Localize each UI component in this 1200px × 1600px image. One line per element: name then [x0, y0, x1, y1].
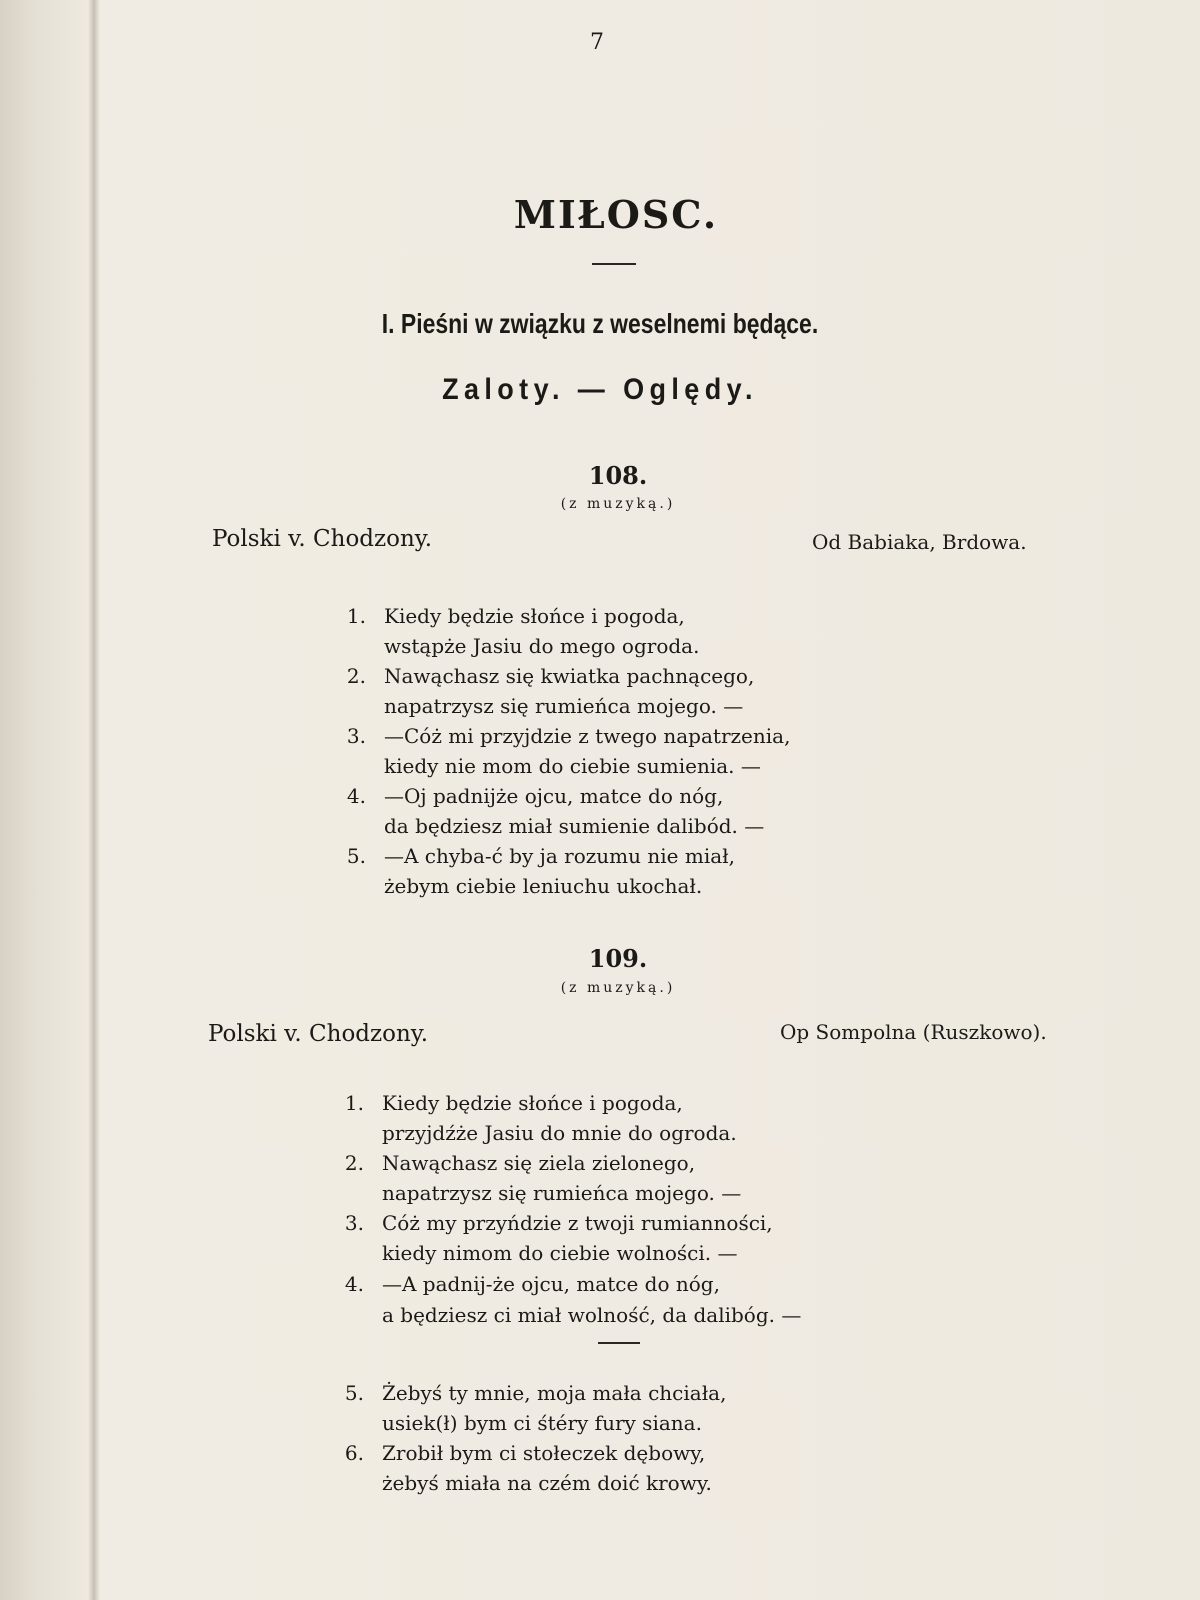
verse-number: 4. — [346, 784, 366, 808]
chapter-title: MIŁOSC. — [513, 192, 719, 237]
music-note: (z muzyką.) — [560, 496, 676, 512]
verse-line: kiedy nimom do ciebie wolności. — — [382, 1241, 738, 1265]
verse-number: 3. — [344, 1211, 364, 1235]
verse-number: 4. — [344, 1272, 364, 1296]
verse-line: żebym ciebie leniuchu ukochał. — [384, 874, 703, 898]
book-gutter — [88, 0, 100, 1600]
verse-line: wstąpże Jasiu do mego ogroda. — [384, 634, 700, 658]
music-note: (z muzyką.) — [560, 980, 676, 996]
subheading: Zaloty. — Oględy. — [442, 373, 758, 406]
song-number: 108. — [588, 461, 648, 490]
verse-number: 3. — [346, 724, 366, 748]
verse-line: Nawąchasz się ziela zielonego, — [382, 1151, 696, 1175]
verse-number: 1. — [346, 604, 366, 628]
verse-line: —Oj padnijże ojcu, matce do nóg, — [384, 784, 724, 808]
song-source: Od Babiaka, Brdowa. — [812, 530, 1027, 554]
verse-line: da będziesz miał sumienie dalibód. — — [384, 814, 765, 838]
verse-number: 1. — [344, 1091, 364, 1115]
verse-number: 5. — [344, 1381, 364, 1405]
section-heading: I. Pieśni w związku z weselnemi będące. — [381, 308, 819, 339]
verse-line: Kiedy będzie słońce i pogoda, — [384, 604, 685, 628]
verse-line: usiek(ł) bym ci śtéry fury siana. — [382, 1411, 702, 1435]
verse-line: Zrobił bym ci stołeczek dębowy, — [382, 1441, 706, 1465]
verse-line: żebyś miała na czém doić krowy. — [382, 1471, 712, 1495]
page-number: 7 — [590, 30, 604, 55]
verse-line: Kiedy będzie słońce i pogoda, — [382, 1091, 683, 1115]
verse-line: —Cóż mi przyjdzie z twego napatrzenia, — [384, 724, 791, 748]
song-source: Op Sompolna (Ruszkowo). — [780, 1020, 1047, 1044]
verse-line: a będziesz ci miał wolność, da dalibóg. — — [382, 1303, 802, 1327]
verse-number: 6. — [344, 1441, 364, 1465]
verse-line: —A chyba-ć by ja rozumu nie miał, — [384, 844, 735, 868]
verse-line: Żebyś ty mnie, moja mała chciała, — [382, 1381, 727, 1405]
verse-line: napatrzysz się rumieńca mojego. — — [382, 1181, 742, 1205]
verse-line: Cóż my przyńdzie z twoji rumianności, — [382, 1211, 773, 1235]
dance-type: Polski v. Chodzony. — [212, 526, 433, 552]
verse-number: 2. — [346, 664, 366, 688]
section-divider — [598, 1342, 640, 1344]
verse-line: —A padnij-że ojcu, matce do nóg, — [382, 1272, 720, 1296]
verse-line: napatrzysz się rumieńca mojego. — — [384, 694, 744, 718]
verse-number: 2. — [344, 1151, 364, 1175]
verse-line: przyjdźże Jasiu do mnie do ogroda. — [382, 1121, 737, 1145]
song-number: 109. — [588, 944, 648, 973]
dance-type: Polski v. Chodzony. — [208, 1021, 429, 1047]
verse-line: kiedy nie mom do ciebie sumienia. — — [384, 754, 761, 778]
verse-line: Nawąchasz się kwiatka pachnącego, — [384, 664, 755, 688]
verse-number: 5. — [346, 844, 366, 868]
title-divider — [592, 263, 636, 265]
